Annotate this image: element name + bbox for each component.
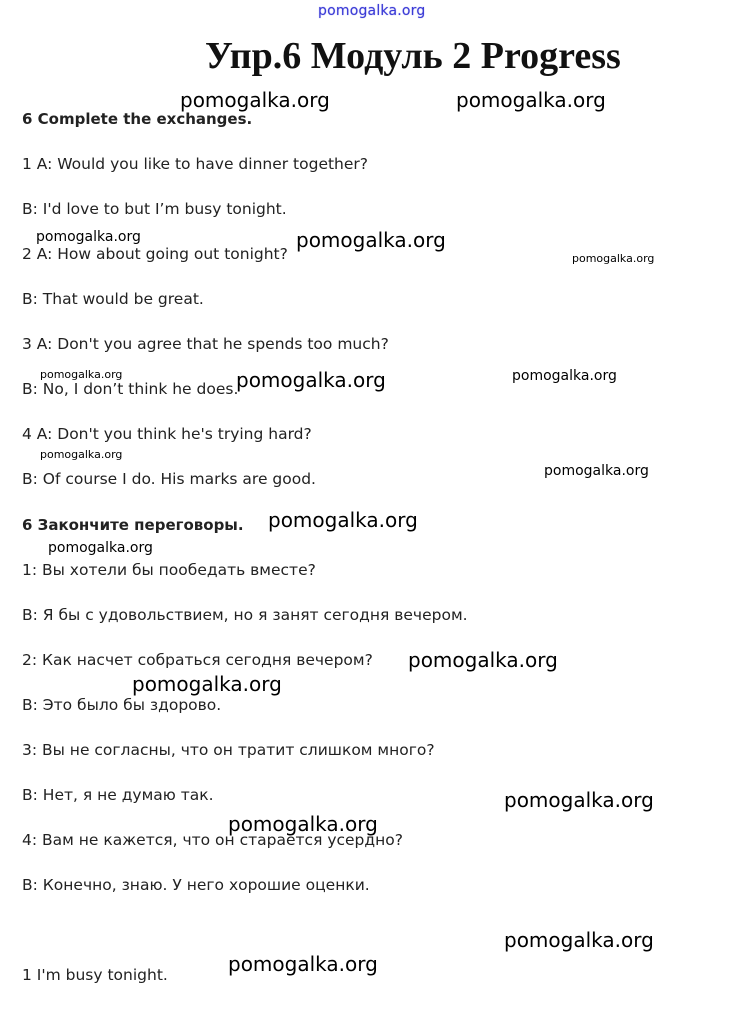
watermark: pomogalka.org — [228, 952, 378, 976]
watermark: pomogalka.org — [512, 368, 617, 384]
section-heading-russian: 6 Закончите переговоры. — [22, 516, 244, 534]
translation-2-question: 2: Как насчет собраться сегодня вечером? — [22, 651, 373, 669]
watermark: pomogalka.org — [504, 928, 654, 952]
translation-4-answer: B: Конечно, знаю. У него хорошие оценки. — [22, 876, 370, 894]
exchange-4-answer: B: Of course I do. His marks are good. — [22, 470, 316, 488]
watermark: pomogalka.org — [236, 368, 386, 392]
watermark: pomogalka.org — [48, 540, 153, 556]
watermark: pomogalka.org — [296, 228, 446, 252]
exchange-2-answer: B: That would be great. — [22, 290, 204, 308]
exchange-1-answer: B: I'd love to but I’m busy tonight. — [22, 200, 287, 218]
translation-4-question: 4: Вам не кажется, что он старается усердно? — [22, 831, 403, 849]
watermark: pomogalka.org — [408, 648, 558, 672]
watermark: pomogalka.org — [132, 672, 282, 696]
watermark: pomogalka.org — [544, 463, 649, 479]
watermark: pomogalka.org — [180, 88, 330, 112]
exchange-2-question: 2 A: How about going out tonight? — [22, 245, 288, 263]
translation-3-answer: B: Нет, я не думаю так. — [22, 786, 214, 804]
exchange-4-question: 4 A: Don't you think he's trying hard? — [22, 425, 312, 443]
translation-2-answer: B: Это было бы здорово. — [22, 696, 222, 714]
site-header-watermark: pomogalka.org — [318, 3, 426, 19]
exchange-3-answer: B: No, I don’t think he does. — [22, 380, 239, 398]
watermark: pomogalka.org — [572, 252, 655, 265]
answer-line: 1 I'm busy tonight. — [22, 966, 168, 984]
exchange-1-question: 1 A: Would you like to have dinner together? — [22, 155, 369, 173]
watermark: pomogalka.org — [504, 788, 654, 812]
watermark: pomogalka.org — [40, 448, 123, 461]
exchange-3-question: 3 A: Don't you agree that he spends too much? — [22, 335, 389, 353]
translation-1-answer: B: Я бы с удовольствием, но я занят сегодня вечером. — [22, 606, 468, 624]
watermark: pomogalka.org — [228, 812, 378, 836]
section-heading-english: 6 Complete the exchanges. — [22, 110, 253, 128]
page-title: Упр.6 Модуль 2 Progress — [205, 35, 621, 77]
watermark: pomogalka.org — [268, 508, 418, 532]
translation-3-question: 3: Вы не согласны, что он тратит слишком много? — [22, 741, 435, 759]
watermark: pomogalka.org — [40, 368, 123, 381]
translation-1-question: 1: Вы хотели бы пообедать вместе? — [22, 561, 316, 579]
watermark: pomogalka.org — [456, 88, 606, 112]
watermark: pomogalka.org — [36, 229, 141, 245]
